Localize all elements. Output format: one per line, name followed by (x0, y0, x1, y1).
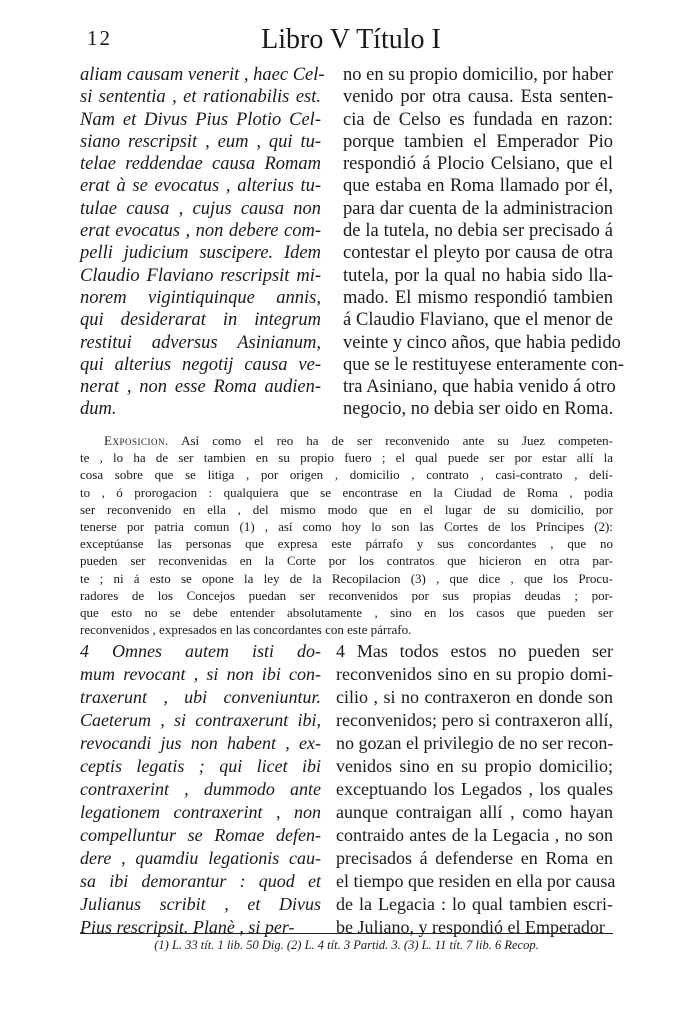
exposicion-commentary (80, 432, 613, 638)
exposicion-line: te , lo ha de ser tambien en su propio fuero ; el qual puede ser por estar allí la (80, 450, 613, 466)
text-line: tulae causa , cujus causa non (80, 198, 321, 219)
exposicion-line: te ; ni á esto se opone la ley de la Recopilacion (3) , que dice , que los Procu- (80, 570, 613, 586)
text-line: si sententia , et rationabilis est. (80, 87, 321, 108)
exposicion-line: que esto no se debe entender absolutamente , sino en los casos que pueden ser (80, 605, 613, 621)
spanish-column-top (343, 64, 624, 421)
text-line: contraido antes de la Legacia , no son (336, 825, 613, 845)
text-line: Pius rescripsit. Planè , si per- (80, 917, 295, 937)
text-line: que estaba en Roma llamado por él, (343, 176, 613, 197)
text-line: tutela, por la qual no habia sido lla- (343, 265, 613, 286)
text-line: de la Legacia : lo qual tambien escri- (336, 894, 613, 914)
text-line: traxerunt , ubi conveniuntur. (80, 687, 321, 707)
latin-column-top (80, 64, 325, 421)
text-line: nerat , non esse Roma audien- (80, 377, 321, 398)
text-line: dere , quamdiu legationis cau- (80, 848, 321, 868)
text-line: porque tambien el Emperador Pio (343, 131, 613, 152)
spanish-column-bottom (336, 640, 616, 939)
text-line: veinte y cinco años, que habia pedido (343, 332, 621, 353)
text-line: qui alterius negotij causa ve- (80, 354, 321, 375)
text-line: negocio, no debia ser oido en Roma. (343, 399, 614, 420)
text-line: exceptuando los Legados , los quales (336, 779, 613, 799)
text-line: contraxerint , dummodo ante (80, 779, 321, 799)
text-line: 4 Mas todos estos no pueden ser (336, 641, 613, 661)
text-line: cia de Celso es fundada en razon: (343, 109, 613, 130)
text-line: para dar cuenta de la administracion (343, 198, 613, 219)
text-line: norem vigintiquinque annis, (80, 287, 321, 308)
text-line: reconvenidos; pero si contraxeron allí, (336, 710, 613, 730)
text-line: mum revocant , si non ibi con- (80, 664, 321, 684)
exposicion-line: pueden ser reconvenidas en la Corte por los contratos que hicieron en otra par- (80, 553, 613, 569)
text-line: dum. (80, 399, 117, 420)
text-line: contestar el pleyto por causa de otra (343, 243, 613, 264)
exposicion-line: reconvenidos , expresados en las concordantes con este párrafo. (80, 622, 412, 638)
text-line: revocandi jus non habent , ex- (80, 733, 321, 753)
text-line: Claudio Flaviano rescripsit mi- (80, 265, 321, 286)
exposicion-line: radores de los Concejos puedan ser reconvenidos por sus propias deudas ; por- (80, 587, 613, 603)
text-line: respondió á Plocio Celsiano, que el (343, 154, 613, 175)
text-line: pelli judicium suscipere. Idem (80, 243, 321, 264)
text-line: telae reddendae causa Romam (80, 154, 321, 175)
text-line: be Juliano, y respondió el Emperador (336, 917, 605, 937)
text-line: precisados á defenderse en Roma en (336, 848, 613, 868)
text-line: erat evocatus , non debere com- (80, 221, 321, 242)
page-number: 12 (87, 26, 112, 50)
exposicion-line: cosa sobre que se litiga , por origen , domicilio , contrato , casi-contrato , delí- (80, 467, 613, 483)
text-line: venidos sino en su propio domicilio; (336, 756, 613, 776)
text-line: Nam et Divus Pius Plotio Cel- (80, 109, 321, 130)
text-line: tra Asiniano, que habia venido á otro (343, 377, 616, 398)
text-line: erat à se evocatus , alterius tu- (80, 176, 321, 197)
text-line: legationem contraxerint , non (80, 802, 321, 822)
exposicion-line: Exposicion. Así como el reo ha de ser reconvenido ante su Juez competen- (104, 433, 613, 448)
text-line: reconvenidos sino en su propio domi- (336, 664, 613, 684)
text-line: el tiempo que residen en ella por causa (336, 871, 616, 891)
exposicion-lead: Exposicion. (104, 433, 169, 448)
running-title: Libro V Título I (261, 24, 441, 55)
text-line: compelluntur se Romae defen- (80, 825, 321, 845)
text-line: 4 Omnes autem isti do- (80, 641, 321, 661)
exposicion-line: tenerse por patria comun (1) , así como hoy lo son las Cortes de los Príncipes (2): (80, 519, 613, 535)
text-line: de la tutela, no debia ser precisado á (343, 221, 613, 242)
text-line: siano rescripsit , eum , qui tu- (80, 131, 321, 152)
text-line: aliam causam venerit , haec Cel- (80, 65, 325, 85)
footnotes: (1) L. 33 tít. 1 lib. 50 Dig. (2) L. 4 tít. 3 Partid. 3. (3) L. 11 tít. 7 lib. 6 Recop. (154, 938, 539, 952)
latin-column-bottom (80, 640, 321, 939)
text-line: aunque contraigan allí , como hayan (336, 802, 613, 822)
text-line: á Claudio Flaviano, que el menor de (343, 310, 613, 331)
text-line: qui desiderarat in integrum (80, 310, 321, 331)
text-line: que se le restituyese enteramente con- (343, 354, 624, 375)
text-line: no en su propio domicilio, por haber (343, 65, 613, 85)
exposicion-line: exceptúanse las personas que expresa este párrafo y sus concordantes , que no (80, 536, 613, 552)
text-line: venido por otra causa. Esta senten- (343, 87, 613, 108)
footnote-divider (80, 933, 613, 934)
text-line: cilio , si no contraxeron en donde son (336, 687, 613, 707)
exposicion-line: to , ó prorogacion : qualquiera que se encontrase en la Ciudad de Roma , podia (80, 484, 613, 500)
text-line: Caeterum , si contraxerunt ibi, (80, 710, 321, 730)
text-line: mado. El mismo respondió tambien (343, 287, 613, 308)
text-line: sa ibi demorantur : quod et (80, 871, 321, 891)
text-line: ceptis legatis ; qui licet ibi (80, 756, 321, 776)
text-line: Julianus scribit , et Divus (80, 894, 321, 914)
text-line: restitui adversus Asinianum, (80, 332, 321, 353)
text-line: no gozan el privilegio de no ser recon- (336, 733, 614, 753)
exposicion-line: ser reconvenido en ella , del mismo modo que en el lugar de su domicilio, por (80, 501, 613, 517)
